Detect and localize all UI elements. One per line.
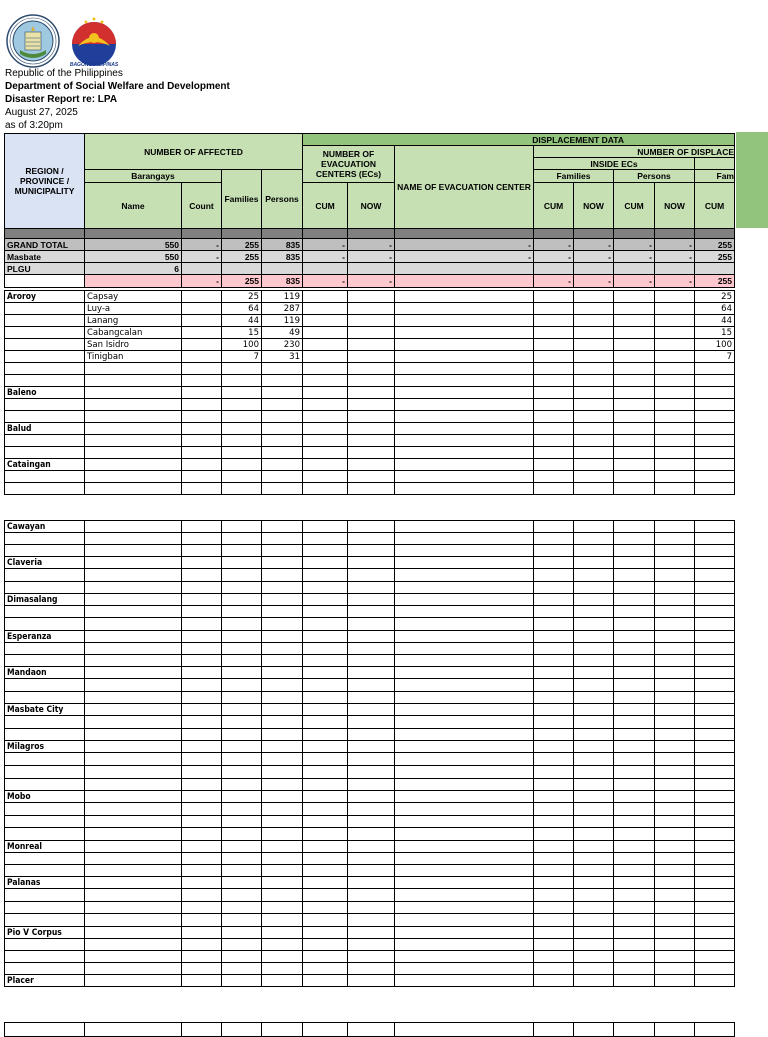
number-of-ecs-header: NUMBER OF EVACUATION CENTERS (ECs) [303, 146, 395, 183]
blank-row [5, 679, 735, 692]
blank-row [5, 483, 735, 495]
municipality-row [5, 291, 735, 303]
number-affected-header: NUMBER OF AFFECTED [85, 134, 303, 170]
inside-persons-cum-header: CUM [614, 183, 655, 229]
blank-row [5, 533, 735, 545]
barangay-fam-cum: 7 [695, 351, 735, 363]
blank-row [5, 902, 735, 914]
barangay-fam-cum: 64 [695, 303, 735, 315]
municipality-name: Esperanza [5, 631, 85, 643]
plgu-label: PLGU [5, 263, 85, 275]
grand-total-label: GRAND TOTAL [5, 239, 85, 251]
blank-row [5, 655, 735, 667]
barangay-row [5, 327, 735, 339]
barangay-name: Luy-a [85, 303, 182, 315]
barangay-name: Lanang [85, 315, 182, 327]
barangay-fam-cum: 100 [695, 339, 735, 351]
republic-line: Republic of the Philippines [5, 68, 123, 79]
province-seal-logo [6, 14, 60, 68]
municipality-name: Baleno [5, 387, 85, 399]
spacer-row [5, 495, 735, 521]
blank-row [5, 471, 735, 483]
blank-row [5, 753, 735, 766]
municipality-name: Milagros [5, 741, 85, 753]
municipality-name: Aroroy [5, 291, 85, 303]
blank-row [5, 779, 735, 791]
barangay-families: 100 [222, 339, 262, 351]
displacement-data-header: DISPLACEMENT DATA [303, 134, 735, 146]
municipality-row [5, 877, 735, 889]
municipality-name: Masbate City [5, 704, 85, 716]
barangay-families: 64 [222, 303, 262, 315]
barangay-row [5, 315, 735, 327]
persons-header: Persons [262, 170, 303, 229]
municipality-row [5, 387, 735, 399]
blank-row [5, 399, 735, 411]
municipality-row [5, 521, 735, 533]
subtotal-row: - 255 835 - - - - - - 255 [5, 275, 735, 288]
blank-row [5, 963, 735, 975]
plgu-row: PLGU 6 [5, 263, 735, 275]
inside-families-header: Families [534, 170, 614, 183]
province-row-masbate: Masbate 550 - 255 835 - - - - - - - 255 [5, 251, 735, 263]
blank-row [5, 939, 735, 951]
blank-row [5, 716, 735, 729]
barangays-header: Barangays [85, 170, 222, 183]
barangay-fam-cum: 25 [695, 291, 735, 303]
barangay-persons: 49 [262, 327, 303, 339]
blank-row [5, 853, 735, 865]
barangay-row [5, 339, 735, 351]
blank-row [5, 828, 735, 841]
municipality-name: Monreal [5, 841, 85, 853]
municipality-name: Balud [5, 423, 85, 435]
department-line: Department of Social Welfare and Development [5, 81, 230, 92]
blank-row [5, 375, 735, 387]
name-of-ec-header: NAME OF EVACUATION CENTER [395, 146, 534, 229]
number-displaced-header: NUMBER OF DISPLACE [534, 146, 735, 158]
blank-row [5, 766, 735, 779]
blank-row [5, 889, 735, 902]
inside-families-now-header: NOW [574, 183, 614, 229]
municipality-row [5, 423, 735, 435]
barangay-fam-cum: 44 [695, 315, 735, 327]
barangay-fam-cum: 15 [695, 327, 735, 339]
blank-row [5, 643, 735, 655]
blank-row [5, 582, 735, 594]
municipality-row [5, 704, 735, 716]
municipality-grid [4, 290, 735, 1037]
gray-band-row [5, 229, 735, 239]
municipality-name: Pio V Corpus [5, 927, 85, 939]
province-label: Masbate [5, 251, 85, 263]
barangay-families: 25 [222, 291, 262, 303]
barangay-name: Cabangcalan [85, 327, 182, 339]
municipality-row [5, 557, 735, 569]
barangay-count-header: Count [182, 183, 222, 229]
ec-now-header: NOW [348, 183, 395, 229]
blank-row [5, 363, 735, 375]
blank-row [5, 865, 735, 877]
report-date: August 27, 2025 [5, 107, 78, 118]
empty-header-cell [695, 158, 735, 170]
fam-cum-header: CUM [695, 183, 735, 229]
ec-cum-header: CUM [303, 183, 348, 229]
bagong-pilipinas-logo [68, 16, 120, 68]
municipality-row [5, 741, 735, 753]
barangay-persons: 119 [262, 315, 303, 327]
barangay-persons: 119 [262, 291, 303, 303]
disaster-report-table [4, 133, 735, 288]
municipality-name: Cataingan [5, 459, 85, 471]
grand-total-row: GRAND TOTAL 550 - 255 835 - - - - - - - 255 [5, 239, 735, 251]
blank-row [5, 447, 735, 459]
barangay-name: Capsay [85, 291, 182, 303]
municipality-row [5, 631, 735, 643]
municipality-row [5, 667, 735, 679]
blank-row [5, 411, 735, 423]
inside-ecs-header: INSIDE ECs [534, 158, 695, 170]
spacer-row [5, 987, 735, 1023]
report-title: Disaster Report re: LPA [5, 94, 118, 105]
municipality-name: Claveria [5, 557, 85, 569]
barangay-name: Tinigban [85, 351, 182, 363]
header-logos [6, 12, 136, 70]
region-header: REGION / PROVINCE / MUNICIPALITY [5, 134, 85, 229]
municipality-name: Dimasalang [5, 594, 85, 606]
blank-row [5, 914, 735, 927]
barangay-row [5, 351, 735, 363]
blank-row [5, 692, 735, 704]
green-fill-edge [736, 132, 768, 228]
inside-persons-header: Persons [614, 170, 695, 183]
blank-row [5, 545, 735, 557]
municipality-row [5, 594, 735, 606]
municipality-row [5, 975, 735, 987]
municipality-name: Palanas [5, 877, 85, 889]
barangay-families: 15 [222, 327, 262, 339]
blank-row [5, 606, 735, 618]
families-header: Families [222, 170, 262, 229]
inside-families-cum-header: CUM [534, 183, 574, 229]
report-time: as of 3:20pm [5, 120, 63, 131]
municipality-name: Cawayan [5, 521, 85, 533]
blank-row [5, 729, 735, 741]
fam-header: Fam [695, 170, 735, 183]
barangay-families: 7 [222, 351, 262, 363]
barangay-persons: 230 [262, 339, 303, 351]
municipality-row [5, 459, 735, 471]
blank-row [5, 816, 735, 828]
barangay-persons: 31 [262, 351, 303, 363]
barangay-families: 44 [222, 315, 262, 327]
blank-row [5, 569, 735, 582]
blank-row [5, 435, 735, 447]
blank-row [5, 803, 735, 816]
bagong-pilipinas-text: BAGONG PILIPINAS [69, 62, 119, 68]
municipality-name: Mandaon [5, 667, 85, 679]
municipality-row [5, 791, 735, 803]
barangay-row [5, 303, 735, 315]
barangay-persons: 287 [262, 303, 303, 315]
municipality-name: Placer [5, 975, 85, 987]
municipality-row [5, 841, 735, 853]
blank-row [5, 618, 735, 631]
blank-row [5, 951, 735, 963]
barangay-name-header: Name [85, 183, 182, 229]
inside-persons-now-header: NOW [655, 183, 695, 229]
municipality-name: Mobo [5, 791, 85, 803]
municipality-row [5, 927, 735, 939]
blank-row [5, 1023, 735, 1037]
barangay-name: San Isidro [85, 339, 182, 351]
